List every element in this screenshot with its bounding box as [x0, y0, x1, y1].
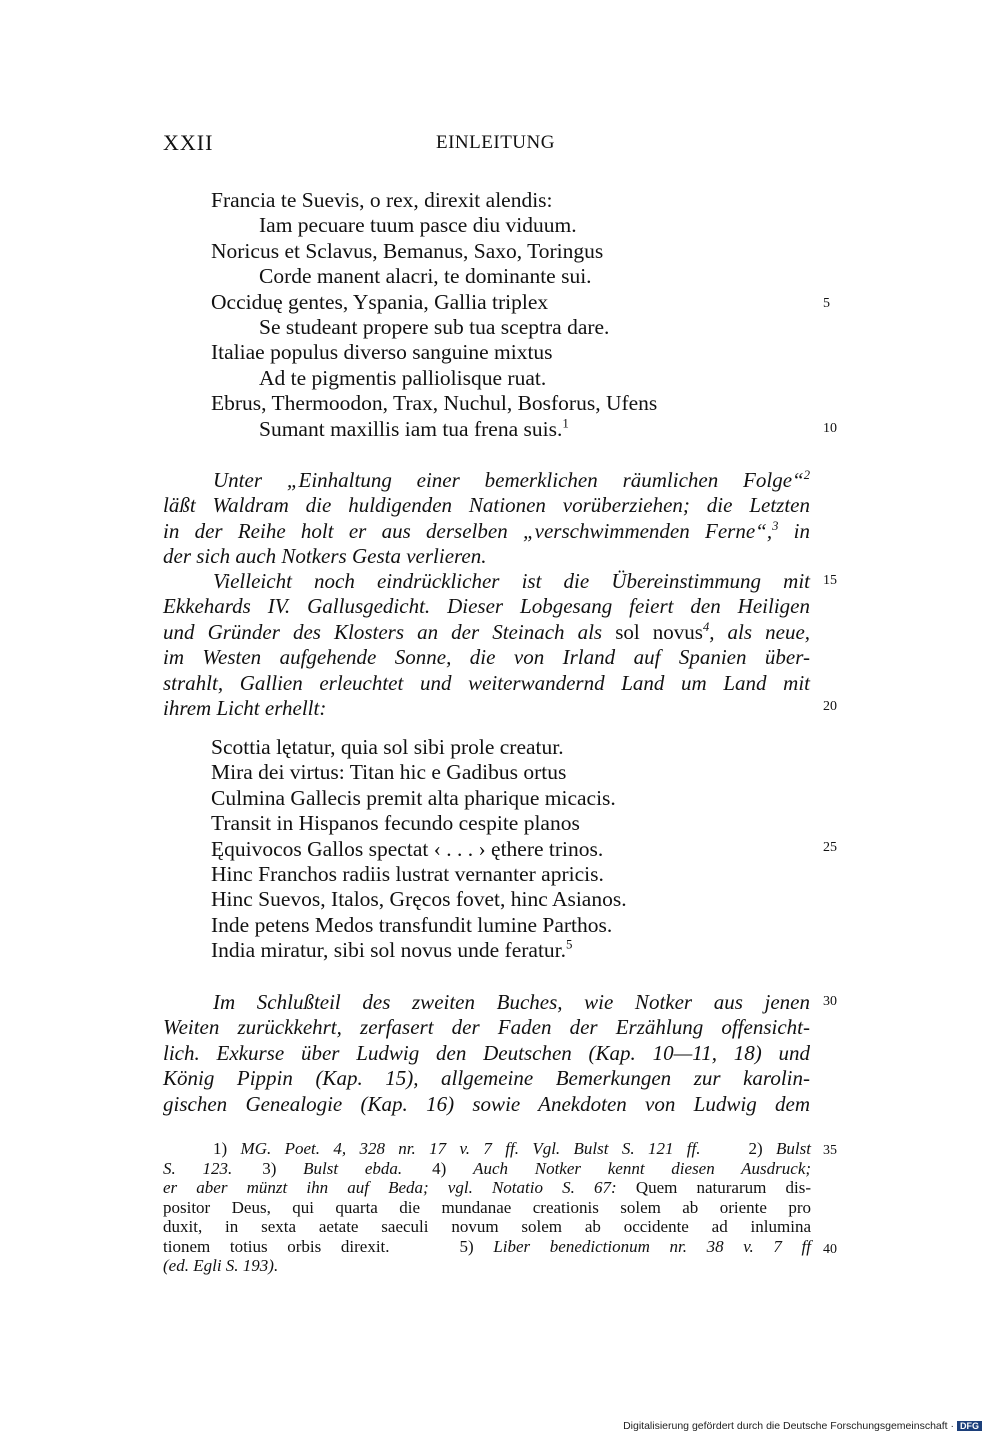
verse-line: Culmina Gallecis premit alta pharique micacis. — [211, 785, 616, 810]
footnote-line — [163, 1139, 811, 1159]
prose-line: König Pippin (Kap. 15), allgemeine Bemerkungen zur karolin- — [163, 1066, 810, 1091]
footnote-marker: 5) — [459, 1236, 474, 1256]
prose-text: und Gründer des Klosters an der Steinach als — [163, 619, 603, 644]
footnote-marker: 4) — [432, 1158, 447, 1178]
line-number: 10 — [823, 421, 837, 436]
footnote-text: tionem totius orbis direxit. — [163, 1236, 390, 1256]
footnote-text: MG. Poet. 4, 328 nr. 17 v. 7 ff. Vgl. Bulst S. 121 ff. — [240, 1139, 701, 1158]
verse-line: Occiduę gentes, Yspania, Gallia triplex — [211, 289, 549, 314]
verse-line: Francia te Suevis, o rex, direxit alendis: — [211, 188, 553, 212]
prose-paragraph-1 — [163, 468, 810, 570]
prose-line — [163, 468, 810, 493]
footnote-text: Auch Notker kennt diesen Ausdruck; — [473, 1158, 812, 1178]
verse-line: Se studeant propere sub tua sceptra dare. — [259, 314, 610, 339]
verse-line: Hinc Franchos radiis lustrat vernanter apricis. — [211, 861, 604, 886]
footer-text: Digitalisierung gefördert durch die Deutsche Forschungsgemeinschaft · — [623, 1420, 954, 1432]
line-number: 25 — [823, 840, 837, 855]
prose-line: im Westen aufgehende Sonne, die von Irland auf Spanien über- — [163, 645, 810, 670]
verse-block-waldram — [211, 188, 657, 442]
verse-line — [211, 938, 627, 963]
prose-line: der sich auch Notkers Gesta verlieren. — [163, 544, 487, 569]
prose-line: ihrem Licht erhellt: — [163, 695, 327, 720]
footnote-ref-4: 4 — [702, 619, 710, 634]
footnote-line: (ed. Egli S. 193). — [163, 1256, 279, 1275]
line-number: 40 — [823, 1242, 837, 1257]
prose-line: Im Schlußteil des zweiten Buches, wie Notker aus jenen — [213, 990, 810, 1014]
footnote-line: duxit, in sexta aetate saeculi novum solem ab occidente ad inlumina — [163, 1217, 811, 1236]
footnote-ref-2: 2 — [803, 467, 810, 482]
prose-line: läßt Waldram die huldigenden Nationen vorüberziehen; die Letzten — [163, 493, 810, 518]
digitization-footer — [623, 1420, 982, 1432]
footnote-text: S. 123. — [163, 1158, 233, 1178]
prose-text: in der Reihe holt er aus derselben „verschwimmenden Ferne“, — [163, 518, 773, 543]
footnote-marker: 1) — [213, 1139, 228, 1158]
prose-paragraph-2 — [163, 569, 810, 721]
footnote-ref-1: 1 — [562, 416, 569, 431]
footnote-text: Bulst — [776, 1139, 811, 1158]
line-number: 20 — [823, 699, 837, 714]
footnote-ref-3: 3 — [772, 518, 779, 533]
verse-line: Noricus et Sclavus, Bemanus, Saxo, Toringus — [211, 238, 604, 263]
verse-line: Inde petens Medos transfundit lumine Parthos. — [211, 912, 613, 937]
prose-line: Vielleicht noch eindrücklicher ist die Übereinstimmung mit — [213, 569, 810, 593]
verse-text: India miratur, sibi sol novus unde feratur. — [211, 938, 567, 963]
verse-line: Italiae populus diverso sanguine mixtus — [211, 340, 553, 365]
dfg-logo: DFG — [957, 1421, 982, 1431]
line-number: 15 — [823, 573, 837, 588]
line-number: 35 — [823, 1143, 837, 1158]
verse-line — [211, 417, 657, 442]
line-number: 30 — [823, 994, 837, 1009]
running-head: EINLEITUNG — [436, 132, 555, 153]
prose-line: strahlt, Gallien erleuchtet und weiterwandernd Land um Land mit — [163, 670, 810, 695]
page-number: XXII — [163, 130, 214, 155]
prose-line: Weiten zurückkehrt, zerfasert der Faden der Erzählung offensicht- — [163, 1015, 810, 1040]
footnote-marker: 2) — [748, 1139, 763, 1158]
prose-line: lich. Exkurse über Ludwig den Deutschen (Kap. 10—11, 18) und — [163, 1040, 810, 1065]
footnote-line — [163, 1237, 811, 1257]
verse-line: Ebrus, Thermoodon, Trax, Nuchul, Bosforus, Ufens — [211, 391, 658, 416]
footnote-marker: 3) — [262, 1158, 277, 1178]
prose-text: , als neue, — [709, 619, 811, 644]
verse-block-ekkehard — [211, 735, 627, 964]
footnote-text: Quem naturarum dis- — [635, 1178, 811, 1197]
page-header — [0, 130, 1000, 160]
prose-text: in — [793, 518, 810, 543]
verse-line: Corde manent alacri, te dominante sui. — [259, 264, 592, 289]
prose-text: Unter „Einhaltung einer bemerklichen räumlichen Folge“ — [213, 468, 804, 492]
prose-line — [163, 620, 810, 645]
prose-paragraph-3 — [163, 990, 810, 1117]
footnote-text: er aber münzt ihn auf Beda; vgl. Notatio S. 67: — [163, 1178, 617, 1197]
prose-line: Ekkehards IV. Gallusgedicht. Dieser Lobgesang feiert den Heiligen — [163, 594, 810, 619]
verse-line: Scottia lętatur, quia sol sibi prole creatur. — [211, 735, 564, 759]
verse-line: Mira dei virtus: Titan hic e Gadibus ortus — [211, 760, 567, 785]
verse-line: Transit in Hispanos fecundo cespite planos — [211, 811, 580, 836]
footnote-text: Bulst ebda. — [303, 1158, 403, 1178]
verse-line: Hinc Suevos, Italos, Gręcos fovet, hinc Asianos. — [211, 887, 627, 912]
footnote-text: Liber benedictionum nr. 38 v. 7 ff — [493, 1236, 811, 1256]
verse-line: Ad te pigmentis palliolisque ruat. — [259, 365, 547, 390]
footnote-line: positor Deus, qui quarta die mundanae creationis solem ab oriente pro — [163, 1197, 811, 1217]
verse-line: Iam pecuare tuum pasce diu viduum. — [259, 213, 577, 238]
latin-term: sol novus — [615, 619, 703, 644]
footnote-line — [163, 1159, 811, 1179]
verse-line: Ęquivocos Gallos spectat ‹ . . . › ęthere trinos. — [211, 836, 604, 861]
footnotes — [163, 1139, 811, 1276]
line-number: 5 — [823, 296, 830, 311]
footnote-ref-5: 5 — [566, 937, 573, 952]
verse-text: Sumant maxillis iam tua frena suis. — [259, 416, 563, 441]
footnote-line — [163, 1178, 811, 1198]
prose-line: gischen Genealogie (Kap. 16) sowie Anekdoten von Ludwig dem — [163, 1091, 810, 1116]
prose-line — [163, 519, 810, 544]
